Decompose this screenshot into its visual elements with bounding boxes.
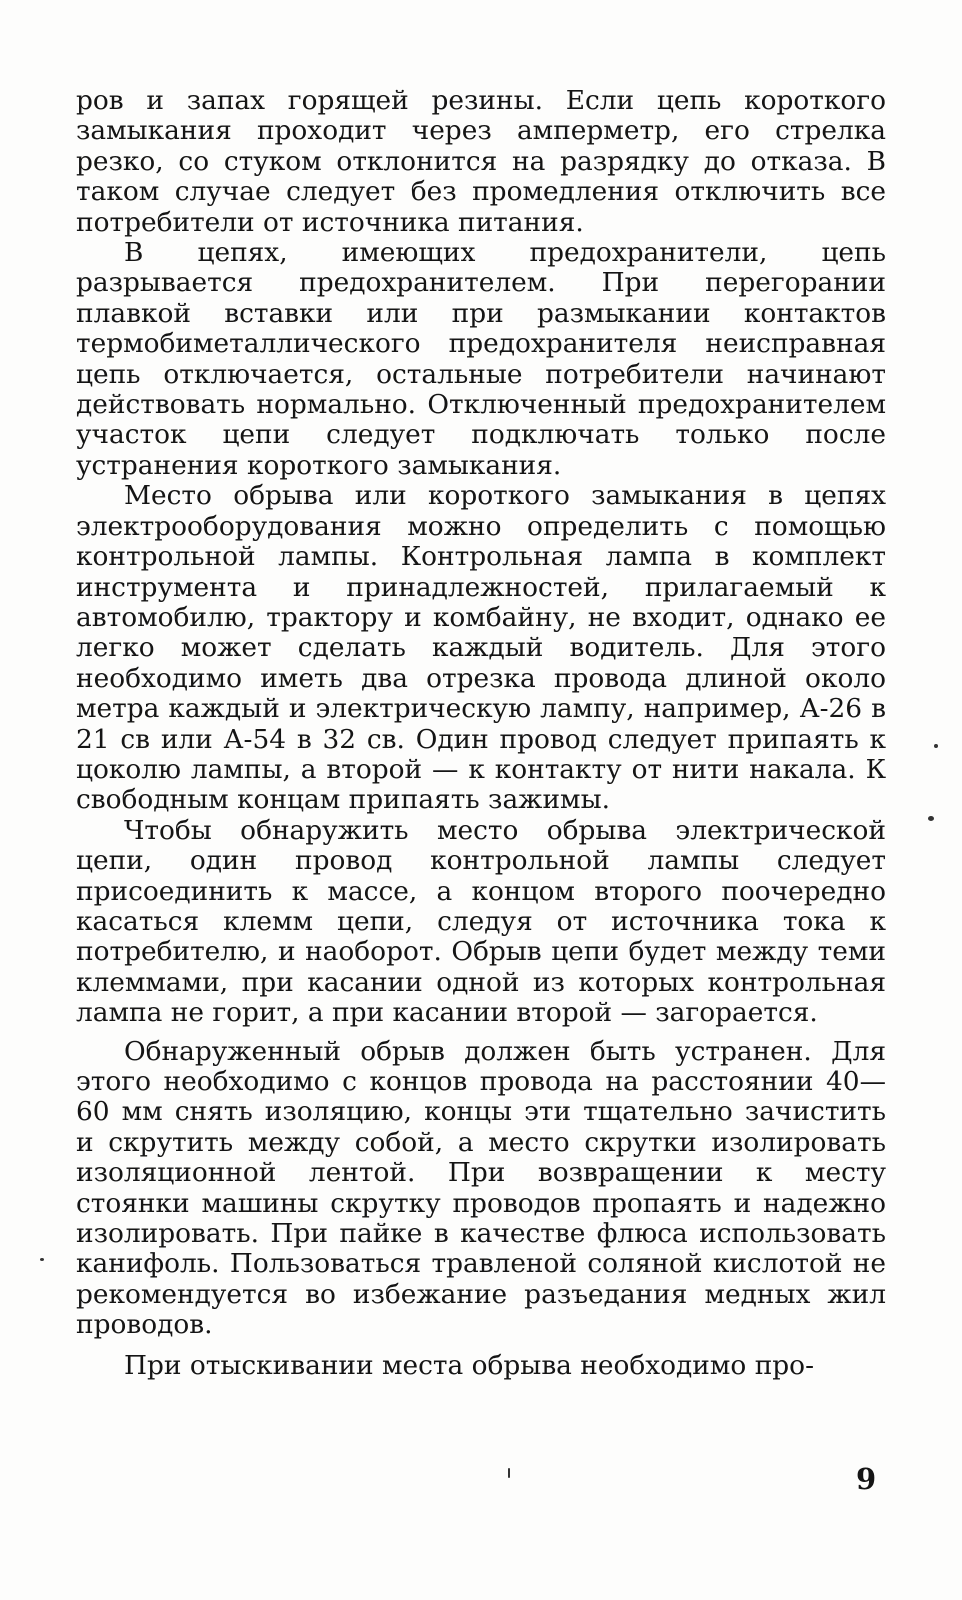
paragraph-6: При отыскивании места обрыва необходимо про- [124,1349,814,1381]
paragraph-1: ров и запах горящей резины. Если цепь короткого замыкания проходит через амперметр, его стрелка резко, со стуком отклонится на разрядку до отказа. В таком случае следует без промедления отключить все потребители от источника питания. [76,85,886,238]
scan-speck [40,1258,44,1261]
paragraph-3: Место обрыва или короткого замыкания в цепях электрооборудования можно определить с помощью контрольной лампы. Контрольная лампа в комплект инструмента и принадлежностей, прилагаемый к автомобилю, трактору и комбайну, не входит, однако ее легко может сделать каждый водитель. Для этого необходимо иметь два отрезка провода длиной около метра каждый и электрическую лампу, например, А-26 в 21 св или А-54 в 32 св. Один провод следует припаять к цоколю лампы, а второй — к контакту от нити накала. К свободным концам припаять зажимы. [76,480,886,816]
paragraph-2: В цепях, имеющих предохранители, цепь разрывается предохранителем. При перегорании плавкой вставки или при размыкании контактов термобиметаллического предохранителя неисправная цепь отключается, остальные потребители начинают действовать нормально. Отключенный предохранителем участок цепи следует подключать только после устранения короткого замыкания. [76,237,886,481]
scan-speck [508,1468,510,1478]
paragraph-4: Чтобы обнаружить место обрыва электрической цепи, один провод контрольной лампы следует присоединить к массе, а концом второго поочередно касаться клемм цепи, следуя от источника тока к потребителю, и наоборот. Обрыв цепи будет между теми клеммами, при касании одной из которых контрольная лампа не горит, а при касании второй — загорается. [76,814,886,1029]
page-body [76,86,886,1381]
paragraph-5: Обнаруженный обрыв должен быть устранен. Для этого необходимо с концов провода на расстоянии 40—60 мм снять изоляцию, концы эти тщательно зачистить и скрутить между собой, а место скрутки изолировать изоляционной лентой. При возвращении к месту стоянки машины скрутку проводов пропаять и надежно изолировать. При пайке в качестве флюса использовать канифоль. Пользоваться травленой соляной кислотой не рекомендуется во избежание разъедания медных жил проводов. [76,1035,886,1341]
page-number: 9 [856,1462,877,1496]
scan-speck [934,744,938,748]
scan-speck [928,816,934,821]
